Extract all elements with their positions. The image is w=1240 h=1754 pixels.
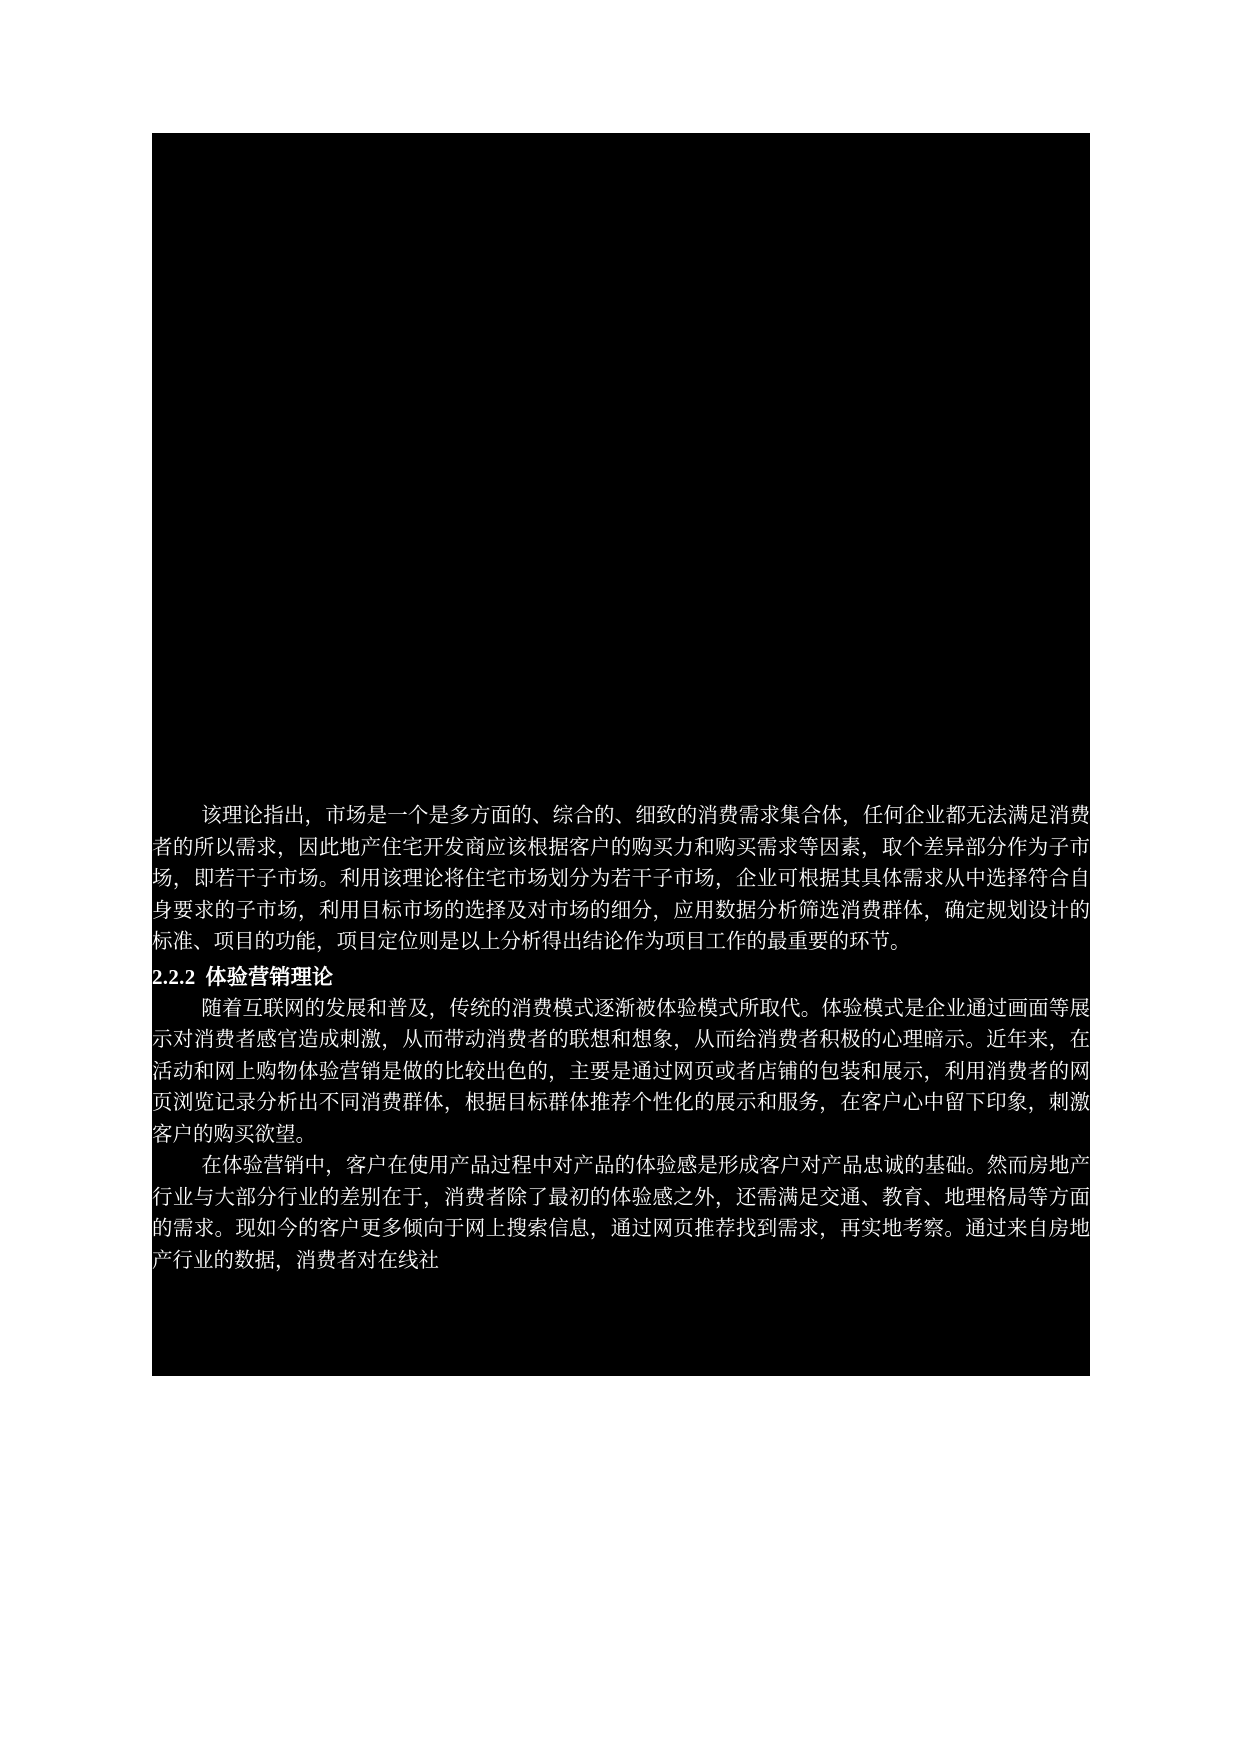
paragraph-1: 该理论指出，市场是一个是多方面的、综合的、细致的消费需求集合体，任何企业都无法满足消费者的所以需求，因此地产住宅开发商应该根据客户的购买力和购买需求等因素，取个差异部分作为子市场，即若干子市场。利用该理论将住宅市场划分为若干子市场，企业可根据其具体需求从中选择符合自身要求的子市场，利用目标市场的选择及对市场的细分，应用数据分析筛选消费群体，确定规划设计的标准、项目的功能，项目定位则是以上分析得出结论作为项目工作的最重要的环节。: [152, 805, 1090, 953]
document-text-area: [152, 801, 1090, 1277]
paragraph-3: 在体验营销中，客户在使用产品过程中对产品的体验感是形成客户对产品忠诚的基础。然而房地产行业与大部分行业的差别在于，消费者除了最初的体验感之外，还需满足交通、教育、地理格局等方面的需求。现如今的客户更多倾向于网上搜索信息，通过网页推荐找到需求，再实地考察。通过来自房地产行业的数据，消费者对在线社: [152, 1155, 1090, 1272]
section-title: 体验营销理论: [205, 965, 334, 989]
section-number: 2.2.2: [152, 964, 196, 989]
section-heading: [152, 961, 1090, 994]
paragraph-2: 随着互联网的发展和普及，传统的消费模式逐渐被体验模式所取代。体验模式是企业通过画面等展示对消费者感官造成刺激，从而带动消费者的联想和想象，从而给消费者积极的心理暗示。近年来，在活动和网上购物体验营销是做的比较出色的，主要是通过网页或者店铺的包装和展示，利用消费者的网页浏览记录分析出不同消费群体，根据目标群体推荐个性化的展示和服务，在客户心中留下印象，刺激客户的购买欲望。: [152, 997, 1090, 1146]
